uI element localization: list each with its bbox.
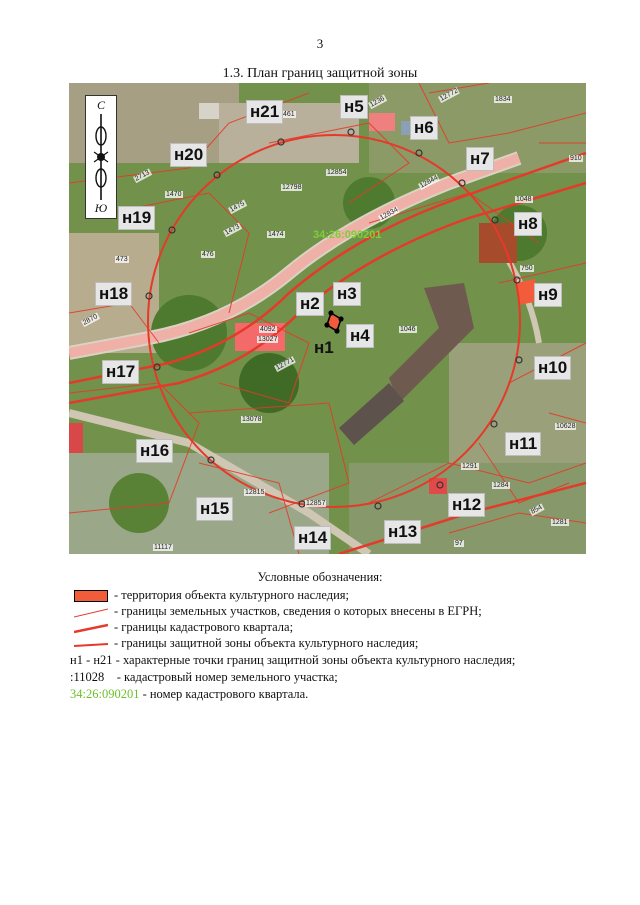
point-label-n3: н3 bbox=[333, 282, 361, 306]
point-label-n16: н16 bbox=[136, 439, 173, 463]
cadastral-label: 1470 bbox=[166, 191, 182, 198]
compass-south-label: Ю bbox=[94, 201, 108, 215]
point-label-n1: н1 bbox=[314, 338, 334, 357]
zone-line-icon bbox=[74, 638, 108, 650]
cadastral-label: 12854 bbox=[327, 169, 347, 176]
point-label-n13: н13 bbox=[384, 520, 421, 544]
cadastral-label: 750 bbox=[521, 265, 533, 272]
point-label-n6: н6 bbox=[410, 116, 438, 140]
legend-item-points bbox=[70, 653, 515, 668]
cadastral-label: 10628 bbox=[556, 423, 576, 430]
point-label-n5: н5 bbox=[340, 95, 368, 119]
legend-item-cadastral-number bbox=[70, 670, 338, 685]
legend-item-zone bbox=[74, 636, 418, 651]
legend-key: :11028 bbox=[70, 670, 105, 684]
cadastral-label: 1048 bbox=[516, 196, 532, 203]
cadastral-label: 12815 bbox=[245, 489, 265, 496]
point-label-n18: н18 bbox=[95, 282, 132, 306]
legend-item-quarter bbox=[74, 620, 293, 635]
point-label-n7: н7 bbox=[466, 147, 494, 171]
cadastral-label: 1834 bbox=[495, 96, 511, 103]
cadastral-label: 1046 bbox=[400, 326, 416, 333]
cadastral-label: 1281 bbox=[552, 519, 568, 526]
cadastral-label: 476 bbox=[202, 251, 214, 258]
point-label-n14: н14 bbox=[294, 526, 331, 550]
cadastral-label: 1475 bbox=[228, 200, 246, 214]
cadastral-label: 1236 bbox=[368, 95, 386, 109]
cadastral-label: 12772 bbox=[438, 87, 460, 103]
legend-title: Условные обозначения: bbox=[257, 570, 383, 584]
legend-text: - номер кадастрового квартала. bbox=[142, 687, 309, 701]
cadastral-label: 1291 bbox=[462, 463, 478, 470]
point-label-n19: н19 bbox=[118, 206, 155, 230]
cadastral-label: 1474 bbox=[268, 231, 284, 238]
point-label-n12: н12 bbox=[448, 493, 485, 517]
point-label-n10: н10 bbox=[534, 356, 571, 380]
legend-key: н1 - н21 bbox=[70, 653, 113, 667]
cadastral-label: 11117 bbox=[154, 544, 172, 551]
legend-item-quarter-number bbox=[70, 687, 308, 702]
cadastral-label: 2870 bbox=[81, 313, 99, 327]
legend-text: - территория объекта культурного наследия; bbox=[114, 588, 350, 602]
map-image bbox=[69, 83, 586, 554]
quarter-line-icon bbox=[74, 622, 108, 634]
point-label-n11: н11 bbox=[505, 432, 541, 456]
point-label-n17: н17 bbox=[102, 360, 139, 384]
cadastral-label: 2713 bbox=[133, 169, 151, 183]
point-label-n4: н4 bbox=[346, 324, 374, 348]
legend-text: - границы земельных участков, сведения о которых внесены в ЕГРН; bbox=[114, 604, 482, 618]
quarter-number-label: 34:26:090201 bbox=[313, 229, 382, 241]
cadastral-label: 473 bbox=[116, 256, 128, 263]
cadastral-label: 12798 bbox=[282, 184, 302, 191]
point-label-n21: н21 bbox=[246, 100, 283, 124]
cadastral-label: 12834 bbox=[378, 206, 400, 222]
legend bbox=[0, 570, 640, 701]
page-title: 1.3. План границ защитной зоны bbox=[222, 66, 418, 81]
cadastral-label: 1284 bbox=[493, 482, 509, 489]
cadastral-label: 13078 bbox=[242, 416, 262, 423]
point-label-n9: н9 bbox=[534, 283, 562, 307]
point-label-n15: н15 bbox=[196, 497, 233, 521]
legend-text: - границы кадастрового квартала; bbox=[114, 620, 294, 634]
page-number: 3 bbox=[316, 36, 324, 51]
point-label-n8: н8 bbox=[514, 212, 542, 236]
cadastral-label: 461 bbox=[283, 111, 295, 118]
legend-key: 34:26:090201 bbox=[70, 687, 140, 701]
cadastral-label: 12771 bbox=[274, 356, 296, 372]
cadastral-label: 910 bbox=[570, 155, 582, 162]
cadastral-label: 97 bbox=[455, 540, 463, 547]
legend-text: - границы защитной зоны объекта культурного наследия; bbox=[114, 636, 419, 650]
cadastral-label: 12844 bbox=[418, 174, 440, 190]
cadastral-label: 854 bbox=[529, 504, 544, 516]
cadastral-label: 4092 bbox=[260, 326, 276, 333]
parcel-line-icon bbox=[74, 606, 108, 618]
legend-text: - характерные точки границ защитной зоны объекта культурного наследия; bbox=[115, 653, 516, 667]
cadastral-label: 12857 bbox=[306, 500, 326, 507]
object-swatch-icon bbox=[74, 590, 108, 602]
legend-item-parcels bbox=[74, 604, 482, 619]
point-label-n2: н2 bbox=[296, 292, 324, 316]
compass-north-label: С bbox=[96, 98, 105, 112]
cadastral-label: 13027 bbox=[258, 336, 278, 343]
north-arrow-icon bbox=[85, 95, 117, 219]
legend-text: - кадастровый номер земельного участка; bbox=[116, 670, 338, 684]
legend-item-object bbox=[74, 588, 349, 603]
cadastral-label: 1473 bbox=[223, 223, 241, 237]
point-label-n20: н20 bbox=[170, 143, 207, 167]
